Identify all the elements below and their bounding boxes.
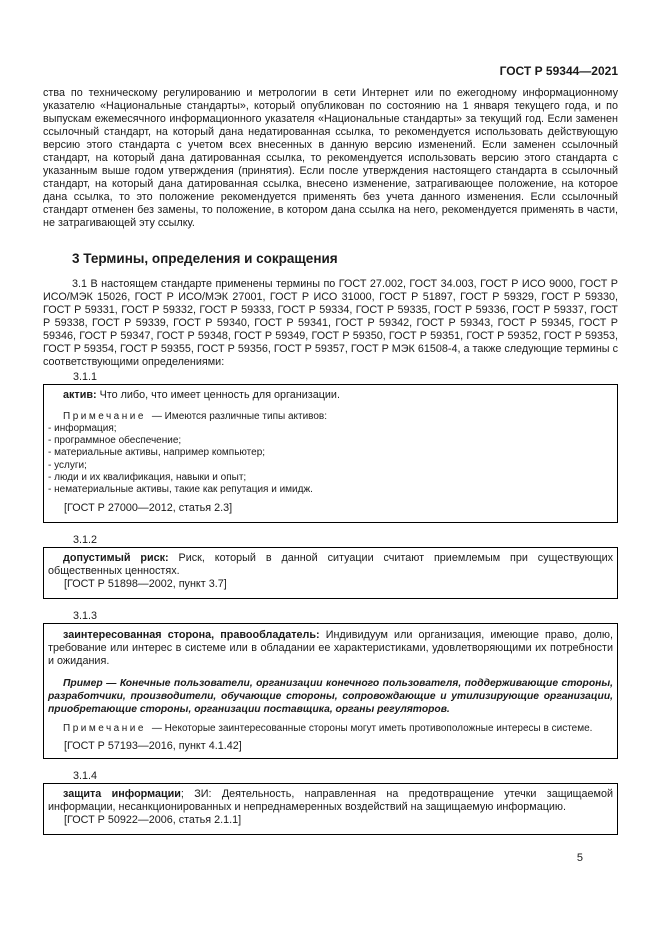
list-item: - программное обеспечение; xyxy=(48,435,182,447)
term-title: актив: xyxy=(63,389,97,401)
section-heading: 3 Термины, определения и сокращения xyxy=(72,251,338,266)
paragraph-3-1: 3.1 В настоящем стандарте применены термины по ГОСТ 27.002, ГОСТ 34.003, ГОСТ Р ИСО 9000, ГОСТ Р ИСО/МЭК 15026, ГОСТ Р ИСО/МЭК 27001, ГОСТ Р ИСО 31000, ГОСТ Р 51897, ГОСТ Р 59329, ГОСТ Р 59330, ГОСТ Р 59331, ГОСТ Р 59332, ГОСТ Р 59333, ГОСТ Р 59334, ГОСТ Р 59335, ГОСТ Р 59336, ГОСТ Р 59337, ГОСТ Р 59338, ГОСТ Р 59339, ГОСТ Р 59340, ГОСТ Р 59341, ГОСТ Р 59342, ГОСТ Р 59343, ГОСТ Р 59345, ГОСТ Р 59346, ГОСТ Р 59347, ГОСТ Р 59348, ГОСТ Р 59349, ГОСТ Р 59350, ГОСТ Р 59351, ГОСТ Р 59352, ГОСТ Р 59353, ГОСТ Р 59354, ГОСТ Р 59355, ГОСТ Р 59356, ГОСТ Р 59357, ГОСТ Р МЭК 61508-4, а также следующие термины с соответствующими определениями: xyxy=(43,278,618,368)
term-definition-text: Риск, который в данной ситуации считают приемлемым при существующих общественных ценностях. xyxy=(48,552,614,578)
list-item: - нематериальные активы, такие как репутация и имидж. xyxy=(48,484,313,496)
term-example: Пример — Конечные пользователи, организации конечного пользователя, поддерживающие стороны, разработчики, производители, обучающие стороны, сопровождающие и утилизирующие организации, приобретающие стороны, организации поставщика, органы регуляторов. xyxy=(48,678,613,716)
term-citation: [ГОСТ Р 27000—2012, статья 2.3] xyxy=(64,502,233,515)
list-item: - люди и их квалификация, навыки и опыт; xyxy=(48,471,247,483)
running-header: ГОСТ Р 59344—2021 xyxy=(499,64,618,78)
term-note xyxy=(48,723,613,736)
note-text: — Некоторые заинтересованные стороны могут иметь противоположные интересы в системе. xyxy=(151,723,593,735)
term-definition xyxy=(48,788,613,814)
list-item: - информация; xyxy=(48,423,117,434)
term-number-3-1-1: 3.1.1 xyxy=(73,371,98,383)
term-citation: [ГОСТ Р 50922—2006, статья 2.1.1] xyxy=(64,813,242,826)
asset-type-list xyxy=(48,423,613,496)
intro-paragraph: ства по техническому регулированию и метрологии в сети Интернет или по ежегодному информационному указателю «Национальные стандарты», который опубликован по состоянию на 1 января текущего года, и по выпускам ежемесячного информационного указателя «Национальные стандарты» за текущий год. Если заменен ссылочный стандарт, на который дана недатированная ссылка, то рекомендуется использовать действующую версию этого стандарта с учетом всех внесенных в данную версию изменений. Если заменен ссылочный стандарт, на который дана датированная ссылка, то рекомендуется использовать версию этого стандарта с указанным выше годом утверждения (принятия). Если после утверждения настоящего стандарта в ссылочный стандарт, на который дана датированная ссылка, внесено изменение, затрагивающее положение, на которое дана ссылка, то это положение рекомендуется применять без учета данного изменения. Если ссылочный стандарт отменен без замены, то положение, в котором дана ссылка на него, рекомендуется применять в части, не затрагивающей эту ссылку. xyxy=(43,87,618,229)
term-box-zashchita-informacii xyxy=(43,783,618,835)
term-number-3-1-4: 3.1.4 xyxy=(73,769,98,782)
page-number: 5 xyxy=(576,851,583,864)
term-definition-text: Что либо, что имеет ценность для организации. xyxy=(96,389,340,401)
term-definition-text: Индивидуум или организация, имеющие право, долю, требование или интерес в системе или в обладании ее характеристиками, удовлетворяющими их потребности и ожидания. xyxy=(48,629,613,668)
term-abbreviation: ; ЗИ: xyxy=(180,787,212,800)
list-item: - услуги; xyxy=(48,459,87,471)
term-definition xyxy=(48,389,613,402)
term-box-zainteresovannaya-storona xyxy=(43,623,618,759)
term-definition xyxy=(48,629,613,668)
term-citation: [ГОСТ Р 51898—2002, пункт 3.7] xyxy=(64,578,227,591)
term-box-aktiv xyxy=(43,384,618,523)
term-title: допустимый риск: xyxy=(63,552,169,565)
list-item: - материальные активы, например компьютер; xyxy=(48,447,266,459)
term-definition xyxy=(48,552,613,578)
term-number-3-1-3: 3.1.3 xyxy=(73,610,98,623)
note-label: Примечание xyxy=(63,723,146,735)
note-text: — Имеются различные типы активов: xyxy=(151,411,328,422)
term-title: заинтересованная сторона, правообладатель: xyxy=(63,629,320,642)
term-title: защита информации xyxy=(63,787,181,800)
term-definition-text: Деятельность, направленная на предотвращение утечки защищаемой информации, несанкционированных и непреднамеренных воздействий на защищаемую информацию. xyxy=(48,787,614,813)
term-citation: [ГОСТ Р 57193—2016, пункт 4.1.42] xyxy=(64,739,242,752)
note-label: Примечание xyxy=(63,411,146,422)
term-box-dopustimyi-risk xyxy=(43,547,618,599)
term-note xyxy=(48,411,613,423)
term-number-3-1-2: 3.1.2 xyxy=(73,534,98,547)
